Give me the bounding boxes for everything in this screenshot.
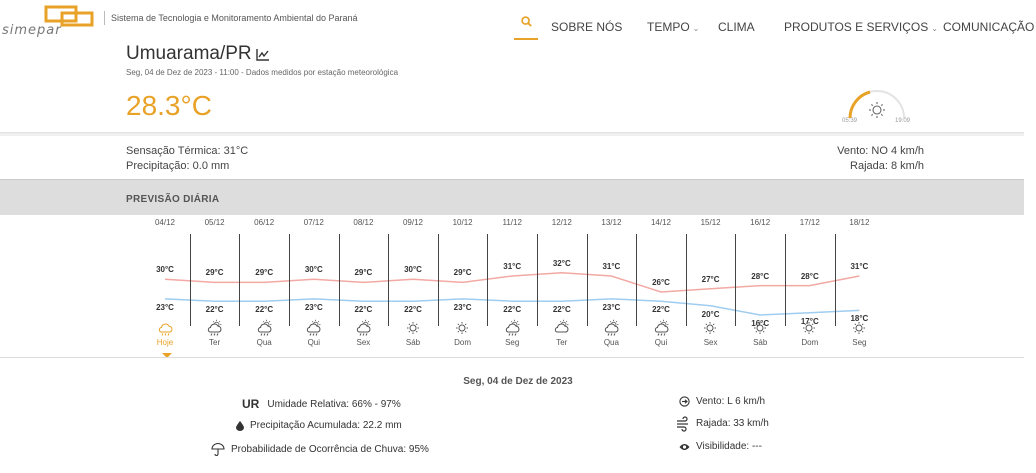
day-separator bbox=[487, 234, 488, 326]
forecast-date: 09/12 bbox=[402, 218, 424, 227]
nav-item-comunicacao[interactable]: COMUNICAÇÃO bbox=[943, 20, 1035, 34]
min-temp-label: 22°C bbox=[354, 305, 373, 315]
precip-row bbox=[236, 420, 402, 431]
day-separator bbox=[190, 234, 191, 326]
max-temp-label: 32°C bbox=[552, 258, 571, 268]
main-nav bbox=[0, 0, 1035, 45]
humidity-value: Umidade Relativa: 66% - 97% bbox=[267, 398, 401, 410]
forecast-date: 11/12 bbox=[502, 218, 522, 227]
max-temp-label: 28°C bbox=[800, 271, 819, 281]
min-temp-label: 23°C bbox=[304, 302, 323, 312]
detail-gust-row bbox=[676, 418, 769, 429]
forecast-weekday[interactable]: Sáb bbox=[405, 338, 421, 347]
forecast-date: 18/12 bbox=[849, 218, 870, 227]
day-separator bbox=[388, 234, 389, 326]
forecast-date: 15/12 bbox=[700, 218, 721, 227]
forecast-date: 07/12 bbox=[303, 218, 324, 227]
forecast-weekday[interactable]: Ter bbox=[556, 338, 568, 347]
forecast-date: 17/12 bbox=[799, 218, 820, 227]
day-separator bbox=[289, 234, 290, 326]
precipitation: Precipitação: 0.0 mm bbox=[126, 160, 230, 172]
max-temp-label: 29°C bbox=[255, 268, 274, 278]
forecast-date: 08/12 bbox=[353, 218, 374, 227]
min-temp-label: 18°C bbox=[850, 314, 869, 324]
humidity-row bbox=[242, 397, 401, 411]
umbrella-icon bbox=[211, 443, 225, 456]
rain-prob-value: Probabilidade de Ocorrência de Chuva: 95% bbox=[231, 444, 429, 455]
min-temp-label: 23°C bbox=[602, 302, 621, 312]
max-temp-label: 31°C bbox=[503, 262, 522, 271]
nav-item-clima[interactable]: CLIMA bbox=[718, 20, 755, 34]
sun-arc-widget bbox=[840, 84, 910, 128]
nav-item-produtos[interactable]: PRODUTOS E SERVIÇOS ⌄ bbox=[784, 20, 938, 34]
max-temp-label: 30°C bbox=[404, 265, 422, 275]
forecast-weekday[interactable]: Dom bbox=[454, 338, 472, 347]
min-temp-label: 22°C bbox=[205, 305, 224, 315]
day-separator bbox=[587, 234, 588, 326]
chevron-down-icon: ⌄ bbox=[692, 24, 700, 33]
nav-item-sobre-nos[interactable]: SOBRE NÓS bbox=[551, 20, 623, 34]
max-temp-label: 29°C bbox=[453, 268, 472, 278]
detail-wind-value: Vento: L 6 km/h bbox=[696, 396, 766, 407]
min-temp-label: 22°C bbox=[404, 305, 422, 315]
forecast-weekday[interactable]: Qui bbox=[307, 338, 321, 347]
daily-forecast-chart bbox=[140, 218, 888, 358]
forecast-section-header bbox=[0, 179, 1024, 215]
day-separator bbox=[835, 234, 836, 326]
feels-like: Sensação Térmica: 31°C bbox=[126, 145, 249, 157]
min-temp-label: 20°C bbox=[701, 309, 720, 319]
max-temp-label: 30°C bbox=[304, 265, 323, 275]
forecast-title: PREVISÃO DIÁRIA bbox=[126, 194, 220, 205]
day-separator bbox=[339, 234, 340, 326]
day-separator bbox=[239, 234, 240, 326]
top-bar bbox=[0, 0, 1035, 45]
wind: Vento: NO 4 km/h bbox=[837, 145, 924, 157]
forecast-weekday[interactable]: Qui bbox=[654, 338, 668, 347]
min-temp-label: 17°C bbox=[800, 316, 819, 326]
compass-icon bbox=[679, 396, 690, 407]
measurement-datetime: Seg, 04 de Dez de 2023 - 11:00 - Dados medidos por estação meteorológica bbox=[126, 68, 399, 77]
max-temp-label: 29°C bbox=[205, 268, 224, 278]
wind-gust-icon bbox=[676, 418, 690, 429]
visibility-row bbox=[679, 441, 762, 452]
drop-icon bbox=[236, 421, 244, 431]
day-separator bbox=[686, 234, 687, 326]
forecast-weekday[interactable]: Qua bbox=[256, 338, 272, 347]
max-temp-label: 30°C bbox=[156, 265, 174, 275]
forecast-date: 13/12 bbox=[601, 218, 622, 227]
forecast-weekday[interactable]: Qua bbox=[603, 338, 619, 347]
day-separator bbox=[438, 234, 439, 326]
city-name bbox=[126, 43, 270, 65]
chevron-down-icon: ⌄ bbox=[931, 24, 938, 33]
max-temp-label: 26°C bbox=[652, 278, 670, 287]
min-temp-label: 23°C bbox=[453, 302, 472, 312]
detail-gust-value: Rajada: 33 km/h bbox=[696, 418, 769, 429]
forecast-weekday[interactable]: Seg bbox=[505, 338, 520, 347]
trend-chart-icon[interactable] bbox=[256, 48, 270, 61]
forecast-date: 16/12 bbox=[750, 218, 771, 227]
min-temp-label: 22°C bbox=[652, 305, 670, 315]
min-temp-label: 23°C bbox=[156, 302, 174, 312]
detail-date: Seg, 04 de Dez de 2023 bbox=[463, 376, 573, 387]
forecast-weekday[interactable]: Seg bbox=[852, 338, 867, 347]
forecast-weekday[interactable]: Ter bbox=[209, 338, 221, 347]
city-label: Umuarama/PR bbox=[126, 43, 252, 64]
day-separator bbox=[636, 234, 637, 326]
site-subtitle: Sistema de Tecnologia e Monitoramento Ambiental do Paraná bbox=[104, 11, 358, 25]
forecast-weekday[interactable]: Sex bbox=[703, 338, 718, 347]
forecast-date: 14/12 bbox=[650, 218, 672, 227]
nav-item-tempo[interactable]: TEMPO ⌄ bbox=[647, 20, 700, 34]
ur-label: UR bbox=[242, 397, 260, 411]
divider bbox=[0, 357, 1024, 358]
forecast-date: 04/12 bbox=[154, 218, 176, 227]
min-temp-label: 22°C bbox=[255, 305, 274, 315]
forecast-date: 10/12 bbox=[452, 218, 473, 227]
forecast-date: 06/12 bbox=[254, 218, 275, 227]
gust: Rajada: 8 km/h bbox=[850, 160, 924, 172]
forecast-weekday[interactable]: Sáb bbox=[753, 338, 768, 347]
max-temp-label: 28°C bbox=[751, 271, 770, 281]
max-temp-label: 31°C bbox=[850, 262, 869, 271]
forecast-weekday[interactable]: Sex bbox=[356, 338, 371, 347]
max-temp-label: 27°C bbox=[701, 274, 720, 284]
day-separator bbox=[537, 234, 538, 326]
search-icon bbox=[521, 16, 532, 27]
rain-prob-row bbox=[211, 443, 429, 456]
svg-text:simepar: simepar bbox=[2, 23, 62, 38]
sunset-time: 19:09 bbox=[895, 118, 911, 124]
forecast-date: 12/12 bbox=[551, 218, 572, 227]
min-temp-label: 22°C bbox=[503, 305, 522, 315]
detail-wind-row bbox=[679, 396, 765, 407]
sunrise-time: 05:39 bbox=[842, 118, 858, 124]
day-separator bbox=[785, 234, 786, 326]
divider bbox=[0, 132, 1024, 136]
forecast-date: 05/12 bbox=[204, 218, 225, 227]
search-button[interactable] bbox=[514, 10, 538, 40]
precip-value: Precipitação Acumulada: 22.2 mm bbox=[250, 420, 402, 431]
eye-icon bbox=[679, 443, 690, 451]
min-temp-label: 22°C bbox=[552, 305, 571, 315]
max-temp-label: 31°C bbox=[602, 262, 621, 271]
forecast-weekday[interactable]: Hoje bbox=[156, 338, 174, 347]
visibility-value: Visibilidade: --- bbox=[696, 441, 762, 452]
current-temperature: 28.3°C bbox=[126, 90, 212, 121]
day-separator bbox=[735, 234, 736, 326]
max-temp-label: 29°C bbox=[354, 268, 373, 278]
min-temp-label: 16°C bbox=[751, 319, 770, 328]
forecast-weekday[interactable]: Dom bbox=[801, 338, 819, 347]
